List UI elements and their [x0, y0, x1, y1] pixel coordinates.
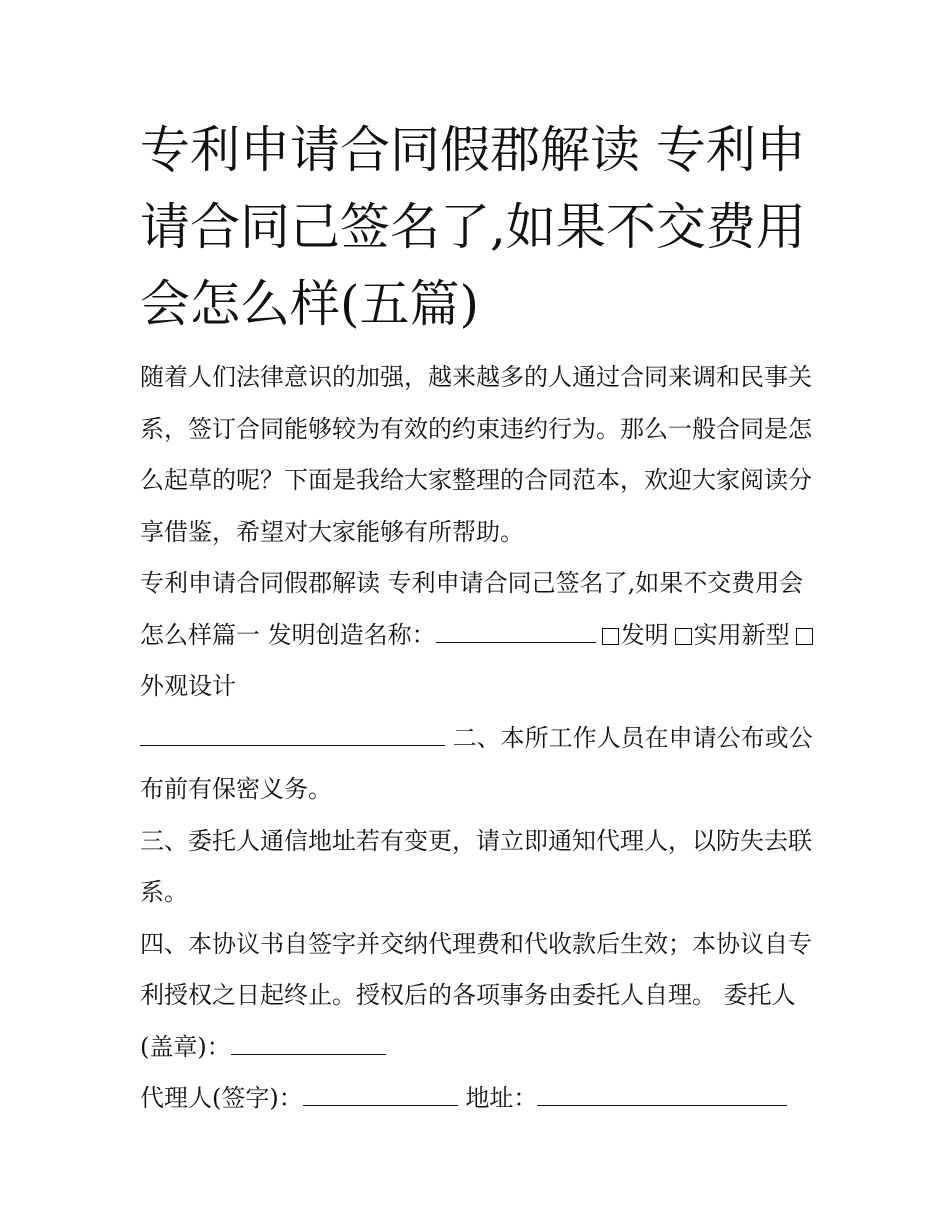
document-body: [140, 352, 820, 1125]
intro-paragraph: 随着人们法律意识的加强，越来越多的人通过合同来调和民事关系，签订合同能够较为有效的约束违约行为。那么一般合同是怎么起草的呢？下面是我给大家整理的合同范本，欢迎大家阅读分享借鉴，希望对大家能够有所帮助。: [140, 363, 812, 546]
design-checkbox[interactable]: [796, 628, 813, 645]
utility-model-option-label: 实用新型: [693, 620, 790, 649]
signature-paragraph: [140, 1073, 820, 1125]
clause-2-paragraph: [140, 713, 820, 816]
address-label: 地址：: [465, 1084, 538, 1112]
clause-4-text: 四、本协议书自签字并交纳代理费和代收款后生效；本协议自专利授权之日起终止。授权后的各项事务由委托人自理。: [140, 929, 812, 1009]
client-seal-blank[interactable]: [231, 1032, 386, 1055]
blank-line[interactable]: [140, 723, 445, 746]
section-heading: 专利申请合同假郡解读 专利申请合同己签名了,如果不交费用会怎么样篇一 发明创造名称：: [140, 569, 804, 649]
section-paragraph: [140, 558, 820, 713]
address-blank[interactable]: [537, 1083, 787, 1106]
clause-2-text: 二、本所工作人员在申请公布或公布前有保密义务。: [140, 723, 813, 803]
clause-3-paragraph: 三、委托人通信地址若有变更，请立即通知代理人，以防失去联系。: [140, 826, 812, 906]
utility-model-checkbox[interactable]: [675, 628, 692, 645]
client-label: 委托人(盖章)：: [140, 981, 796, 1061]
invention-name-blank[interactable]: [436, 620, 596, 643]
design-option-label: 外观设计: [140, 672, 236, 700]
invention-option-label: 发明: [620, 620, 669, 649]
document-title: 专利申请合同假郡解读 专利申请合同己签名了,如果不交费用会怎么样(五篇): [140, 121, 806, 333]
agent-label: 代理人(签字)：: [140, 1084, 303, 1112]
clause-4-paragraph: [140, 919, 820, 1074]
agent-signature-blank[interactable]: [303, 1083, 458, 1106]
invention-checkbox[interactable]: [602, 628, 619, 645]
